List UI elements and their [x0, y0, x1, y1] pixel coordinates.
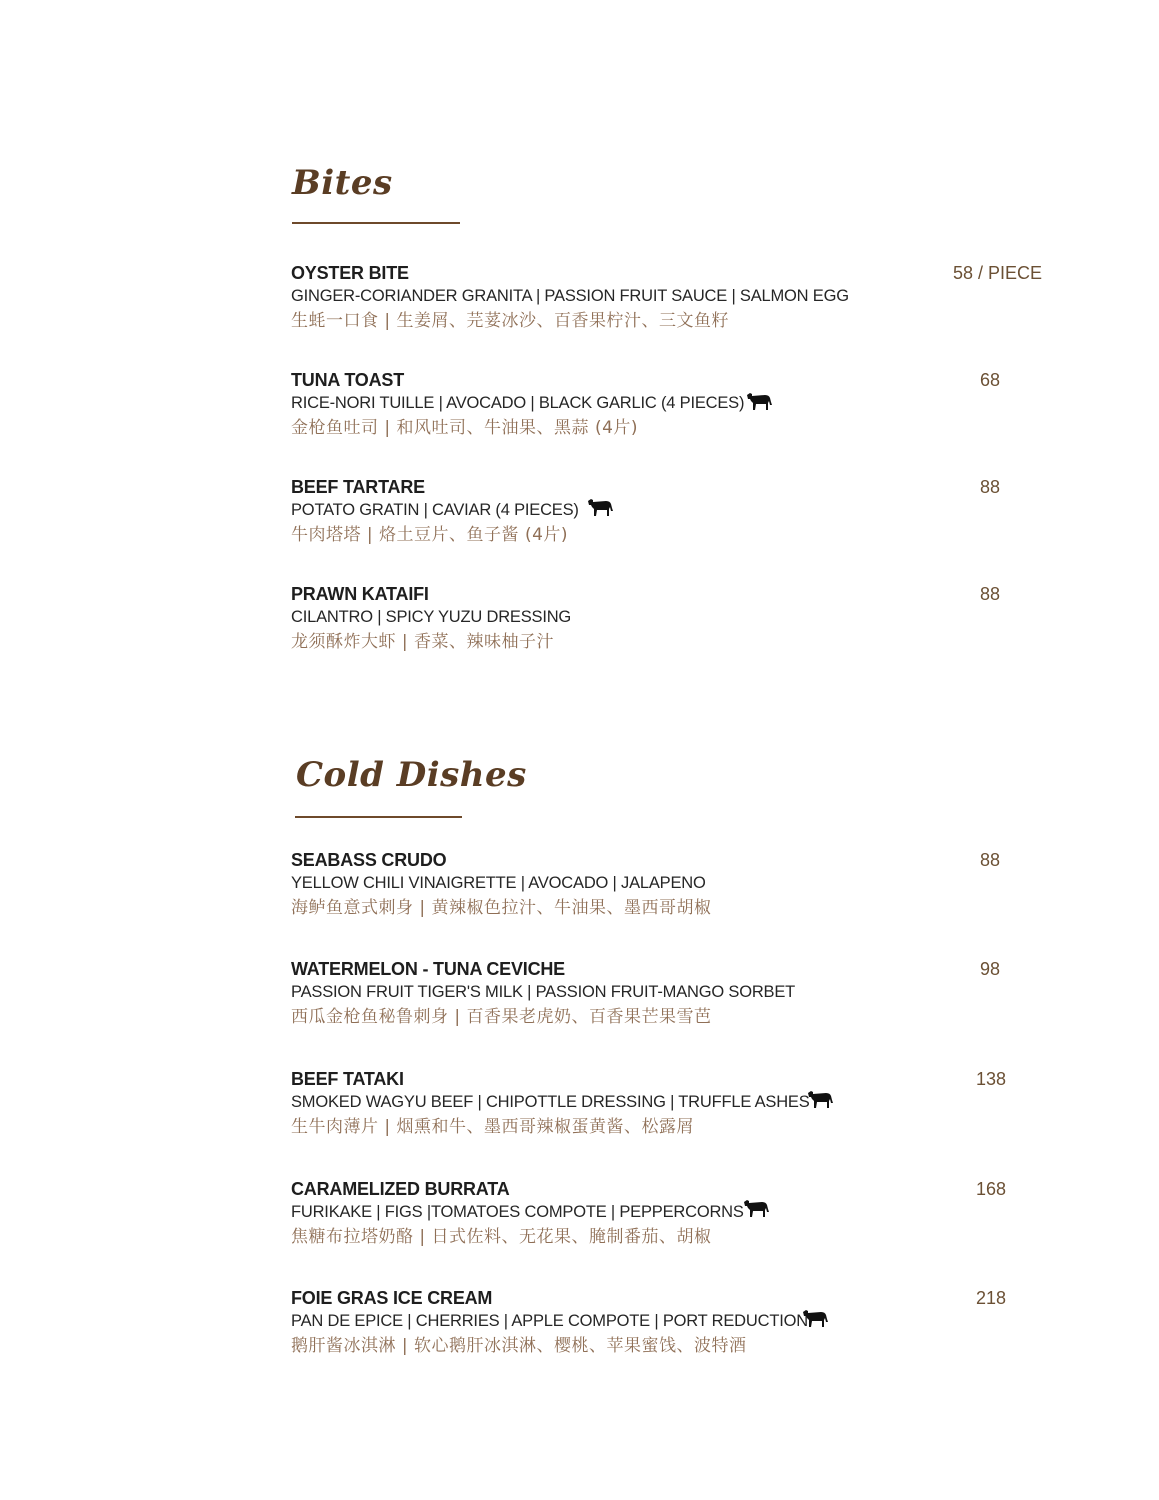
item-name: BEEF TATAKI — [291, 1069, 404, 1089]
item-price: 138 — [976, 1069, 1007, 1089]
section-divider-bites — [292, 222, 460, 224]
item-price: 88 — [980, 850, 1001, 870]
beef-icon — [807, 1089, 834, 1109]
menu-item-watermelon-tuna-ceviche — [291, 958, 1051, 1038]
item-price: 88 — [980, 584, 1001, 604]
item-chinese-name: 金枪鱼吐司 | 和风吐司、牛油果、黑蒜 (4片) — [291, 418, 639, 438]
menu-item-foie-gras-ice-cream — [291, 1287, 1051, 1367]
item-description: GINGER-CORIANDER GRANITA | PASSION FRUIT SAUCE | SALMON EGG — [291, 287, 849, 305]
section-title-bites: Bites — [292, 163, 393, 203]
menu-item-beef-tartare — [291, 476, 1051, 556]
menu-item-oyster-bite — [291, 262, 1051, 342]
item-chinese-name: 西瓜金枪鱼秘鲁刺身 | 百香果老虎奶、百香果芒果雪芭 — [291, 1007, 712, 1027]
item-description: POTATO GRATIN | CAVIAR (4 PIECES) — [291, 501, 579, 519]
item-description: PASSION FRUIT TIGER'S MILK | PASSION FRUIT-MANGO SORBET — [291, 983, 796, 1001]
item-name: CARAMELIZED BURRATA — [291, 1179, 510, 1199]
item-description: CILANTRO | SPICY YUZU DRESSING — [291, 608, 572, 626]
item-price: 68 — [980, 370, 1001, 390]
item-price: 98 — [980, 959, 1001, 979]
item-price: 168 — [976, 1179, 1007, 1199]
section-divider-cold-dishes — [295, 816, 462, 818]
menu-item-seabass-crudo — [291, 849, 1051, 929]
item-chinese-name: 鹅肝酱冰淇淋 | 软心鹅肝冰淇淋、樱桃、苹果蜜饯、波特酒 — [291, 1336, 747, 1356]
beef-icon — [743, 1198, 770, 1218]
item-description: PAN DE EPICE | CHERRIES | APPLE COMPOTE | PORT REDUCTION — [291, 1312, 808, 1330]
item-name: TUNA TOAST — [291, 370, 404, 390]
item-chinese-name: 焦糖布拉塔奶酪 | 日式佐料、无花果、腌制番茄、胡椒 — [291, 1227, 712, 1247]
item-price: 58 / PIECE — [953, 263, 1043, 283]
item-chinese-name: 海鲈鱼意式刺身 | 黄辣椒色拉汁、牛油果、墨西哥胡椒 — [291, 898, 712, 918]
item-chinese-name: 龙须酥炸大虾 | 香菜、辣味柚子汁 — [291, 632, 555, 652]
menu-item-caramelized-burrata — [291, 1178, 1051, 1258]
item-chinese-name: 生蚝一口食 | 生姜屑、芫荽冰沙、百香果柠汁、三文鱼籽 — [291, 311, 730, 331]
item-chinese-name: 生牛肉薄片 | 烟熏和牛、墨西哥辣椒蛋黄酱、松露屑 — [291, 1117, 695, 1137]
item-price: 218 — [976, 1288, 1007, 1308]
menu-item-tuna-toast — [291, 369, 1051, 449]
item-description: RICE-NORI TUILLE | AVOCADO | BLACK GARLIC (4 PIECES) — [291, 394, 745, 412]
item-name: OYSTER BITE — [291, 263, 409, 283]
item-name: BEEF TARTARE — [291, 477, 425, 497]
item-chinese-name: 牛肉塔塔 | 烙土豆片、鱼子酱 (4片) — [291, 525, 569, 545]
beef-icon — [746, 391, 773, 411]
section-title-cold-dishes: Cold Dishes — [296, 755, 527, 795]
item-description: YELLOW CHILI VINAIGRETTE | AVOCADO | JALAPENO — [291, 874, 706, 892]
item-price: 88 — [980, 477, 1001, 497]
item-description: FURIKAKE | FIGS |TOMATOES COMPOTE | PEPPERCORNS — [291, 1203, 744, 1221]
menu-item-prawn-kataifi — [291, 583, 1051, 663]
item-name: SEABASS CRUDO — [291, 850, 447, 870]
item-description: SMOKED WAGYU BEEF | CHIPOTTLE DRESSING | TRUFFLE ASHES — [291, 1093, 810, 1111]
menu-item-beef-tataki — [291, 1068, 1051, 1148]
beef-icon — [587, 497, 614, 517]
item-name: WATERMELON - TUNA CEVICHE — [291, 959, 565, 979]
beef-icon — [802, 1308, 829, 1328]
item-name: FOIE GRAS ICE CREAM — [291, 1288, 493, 1308]
item-name: PRAWN KATAIFI — [291, 584, 429, 604]
